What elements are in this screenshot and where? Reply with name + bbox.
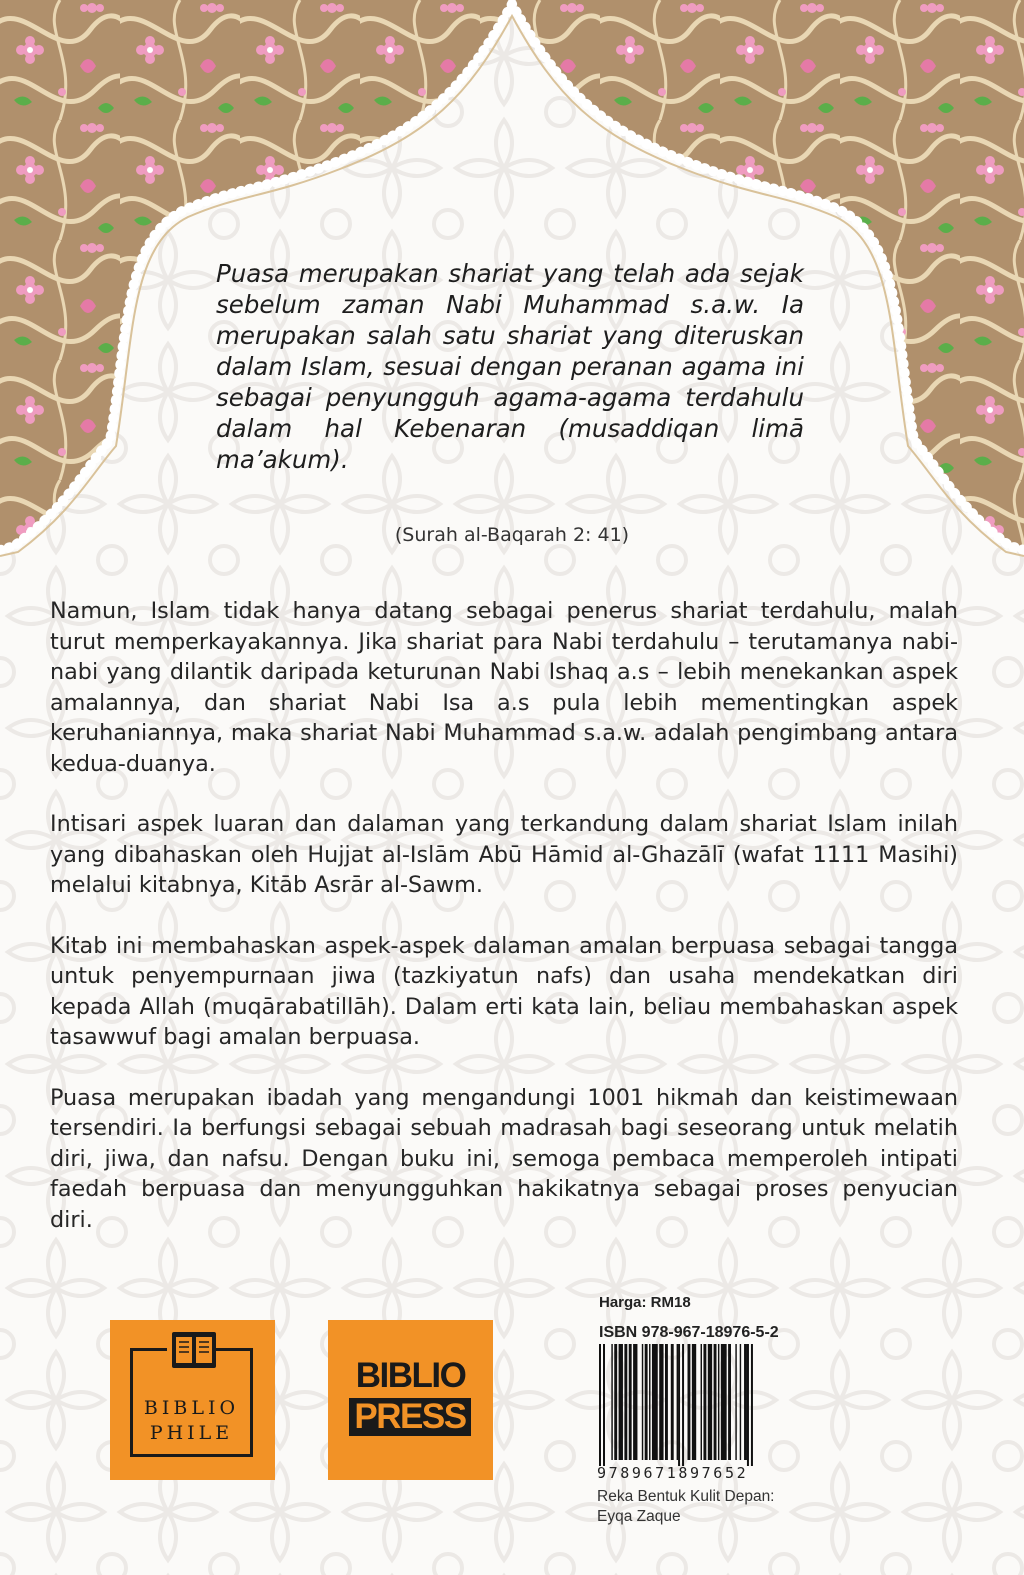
bibliophile-logo [110,1320,275,1480]
barcode-bar [642,1344,643,1460]
quote-text: Puasa merupakan shariat yang telah ada sejak sebelum zaman Nabi Muhammad s.a.w. Ia merupakan salah satu shariat yang diteruskan dalam Islam, sesuai dengan peranan agama ini sebagai penyungguh agama-agama terdahulu dalam hal Kebenaran (musaddiqan limā ma’akum). [216,259,804,474]
barcode-bar [614,1344,617,1460]
barcode-bar [645,1344,648,1460]
cover-designer-name: Eyqa Zaque [597,1508,681,1525]
barcode-bar [603,1344,605,1466]
barcode-bar [671,1344,674,1460]
bibliopress-word-2: PRESS [349,1398,471,1436]
barcode-bar [678,1344,680,1466]
barcode-bar [744,1344,747,1460]
barcode-bar [624,1344,627,1460]
open-book-icon [171,1330,217,1370]
barcode-bar [728,1344,731,1460]
barcode-bar [688,1344,691,1460]
barcode-bar [611,1344,612,1460]
barcode-bar [718,1344,719,1460]
isbn-barcode [597,1344,833,1468]
quote-source: (Surah al-Baqarah 2: 41) [394,524,630,546]
barcode-bar [619,1344,623,1460]
paragraph: Puasa merupakan ibadah yang mengandungi 1001 hikmah dan keistimewaan tersendiri. Ia berfungsi sebagai sebuah madrasah bagi seseorang untuk melatih diri, jiwa, dan nafsu. Dengan buku ini, semoga pembaca memperoleh intipati faedah berpuasa dan menyungguhkan hakikatnya sebagai proses penyucian diri. [50,1084,958,1233]
bibliophile-word-1: BIBLIO [143,1397,240,1419]
paragraph: Namun, Islam tidak hanya datang sebagai penerus shariat terdahulu, malah turut memperkayakannya. Jika shariat para Nabi terdahulu – terutamanya nabi-nabi yang dilantik daripada keturunan Nabi Ishaq a.s – lebih menekankan aspek amalannya, dan shariat Nabi Isa a.s pula lebih mementingkan aspek keruhaniannya, maka shariat Nabi Muhammad s.a.w. adalah pengimbang antara kedua-duanya. [50,598,958,777]
barcode-bar [649,1344,650,1460]
barcode-bar [735,1344,736,1460]
barcode-bar [708,1344,712,1460]
barcode-bar [692,1344,696,1460]
barcode-digits: 9789671897652 [597,1464,749,1482]
barcode-bar [740,1344,741,1460]
barcode-bar [682,1344,684,1466]
barcode-bar [751,1344,753,1466]
barcode-bar [659,1344,663,1460]
barcode-bar [629,1344,632,1460]
paragraph: Kitab ini membahaskan aspek-aspek dalaman amalan berpuasa sebagai tangga untuk penyempurnaan jiwa (tazkiyatun nafs) dan usaha mendekatkan diri kepada Allah (muqārabatillāh). Dalam erti kata lain, beliau membahaskan aspek tasawwuf bagi amalan berpuasa. [50,932,958,1050]
barcode-bar [599,1344,601,1466]
barcode-bar [633,1344,637,1460]
paragraph: Intisari aspek luaran dan dalaman yang terkandung dalam shariat Islam inilah yang dibahaskan oleh Hujjat al-Islām Abū Hāmid al-Ghazālī (wafat 1111 Masihi) melalui kitabnya, Kitāb Asrār al-Sawm. [50,811,958,898]
cover-design-label: Reka Bentuk Kulit Depan: [597,1488,775,1505]
isbn-label: ISBN 978-967-18976-5-2 [599,1324,779,1341]
barcode-bar [701,1344,702,1460]
bibliophile-word-2: PHILE [149,1422,234,1444]
bibliopress-logo [328,1320,493,1480]
barcode-bar [747,1344,749,1466]
price-label: Harga: RM18 [599,1294,691,1311]
barcode-bar [665,1344,668,1460]
barcode-bar [721,1344,727,1460]
barcode-bar [652,1344,658,1460]
barcode-bar [677,1344,678,1460]
barcode-bar [703,1344,706,1460]
barcode-bar [714,1344,717,1460]
bibliopress-word-1: BIBLIO [355,1356,466,1395]
synopsis [50,596,958,1265]
